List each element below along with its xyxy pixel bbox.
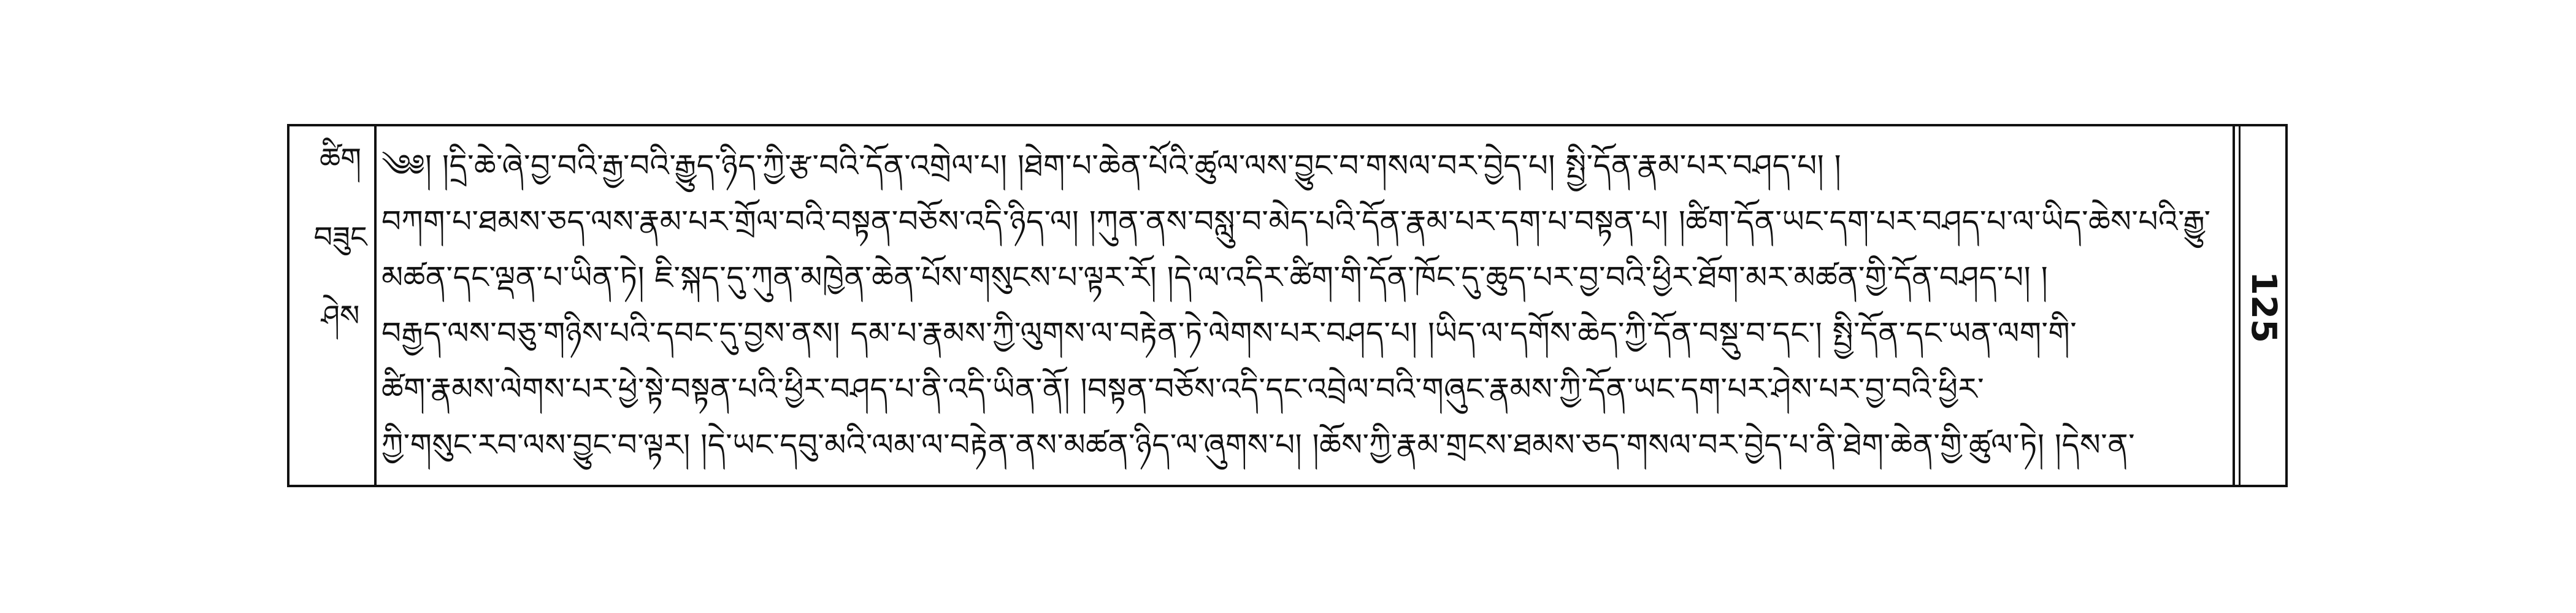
text-line: ༄༅། །དྲི་ཆེ་ཞེ་བྱ་བའི་རྒྱ་བའི་རྒྱུད་ཉིད་ཀྱི་རྩ་བའི་དོན་འགྲེལ་པ། །ཐེག་པ་ཆེན་པོའི་ཚུལ་ལས་བྱུང་བ་གསལ་བར་བྱེད་པ། སྤྱི་དོན་རྣམ་པར་བཤད་པ། ། [381, 148, 1842, 183]
text-line: བཀག་པ་ཐམས་ཅད་ལས་རྣམ་པར་གྲོལ་བའི་བསྟན་བཅོས་འདི་ཉིད་ལ། །ཀུན་ནས་བསླུ་བ་མེད་པའི་དོན་རྣམ་པར་དག་པ་བསྟན་པ། །ཚིག་དོན་ཡང་དག་པར་བཤད་པ་ལ་ཡིད་ཆེས་པའི་རྒྱུ་ [381, 204, 2211, 239]
left-margin-divider [374, 124, 377, 487]
margin-title-syllable: ཚིག [320, 142, 361, 176]
right-margin-divider [2233, 124, 2235, 487]
text-line: ཀྱི་གསུང་རབ་ལས་བྱུང་བ་ལྟར། །དེ་ཡང་དབུ་མའི་ལམ་ལ་བརྟེན་ནས་མཚན་ཉིད་ལ་ཞུགས་པ། །ཆོས་ཀྱི་རྣམ་གྲངས་ཐམས་ཅད་གསལ་བར་བྱེད་པ་ནི་ཐེག་ཆེན་གྱི་ཚུལ་ཏེ། །དེས་ན་ [381, 427, 2136, 463]
margin-title-syllable: བཟུང [313, 220, 367, 255]
text-line: བརྒྱད་ལས་བཅུ་གཉིས་པའི་དབང་དུ་བྱས་ནས། དམ་པ་རྣམས་ཀྱི་ལུགས་ལ་བརྟེན་ཏེ་ལེགས་པར་བཤད་པ། །ཡིད་ལ་དགོས་ཆེད་ཀྱི་དོན་བསྡུ་བ་དང་། སྤྱི་དོན་དང་ཡན་ལག་གི་ [381, 315, 2077, 351]
main-text [381, 138, 2225, 473]
page-number [2239, 270, 2288, 344]
margin-title [313, 142, 367, 333]
text-line: མཚན་དང་ལྡན་པ་ཡིན་ཏེ། ཇི་སྐད་དུ་ཀུན་མཁྱེན་ཆེན་པོས་གསུངས་པ་ལྟར་རོ། །དེ་ལ་འདིར་ཚིག་གི་དོན་ཁོང་དུ་ཆུད་པར་བྱ་བའི་ཕྱིར་ཐོག་མར་མཚན་གྱི་དོན་བཤད་པ། ། [381, 260, 2049, 295]
text-line: ཚིག་རྣམས་ལེགས་པར་ཕྱེ་སྟེ་བསྟན་པའི་ཕྱིར་བཤད་པ་ནི་འདི་ཡིན་ནོ། །བསྟན་བཅོས་འདི་དང་འབྲེལ་བའི་གཞུང་རྣམས་ཀྱི་དོན་ཡང་དག་པར་ཤེས་པར་བྱ་བའི་ཕྱིར་ [381, 371, 1985, 407]
margin-title-syllable: ཤེས [321, 299, 360, 333]
page-number-text: 125 [2243, 271, 2283, 343]
